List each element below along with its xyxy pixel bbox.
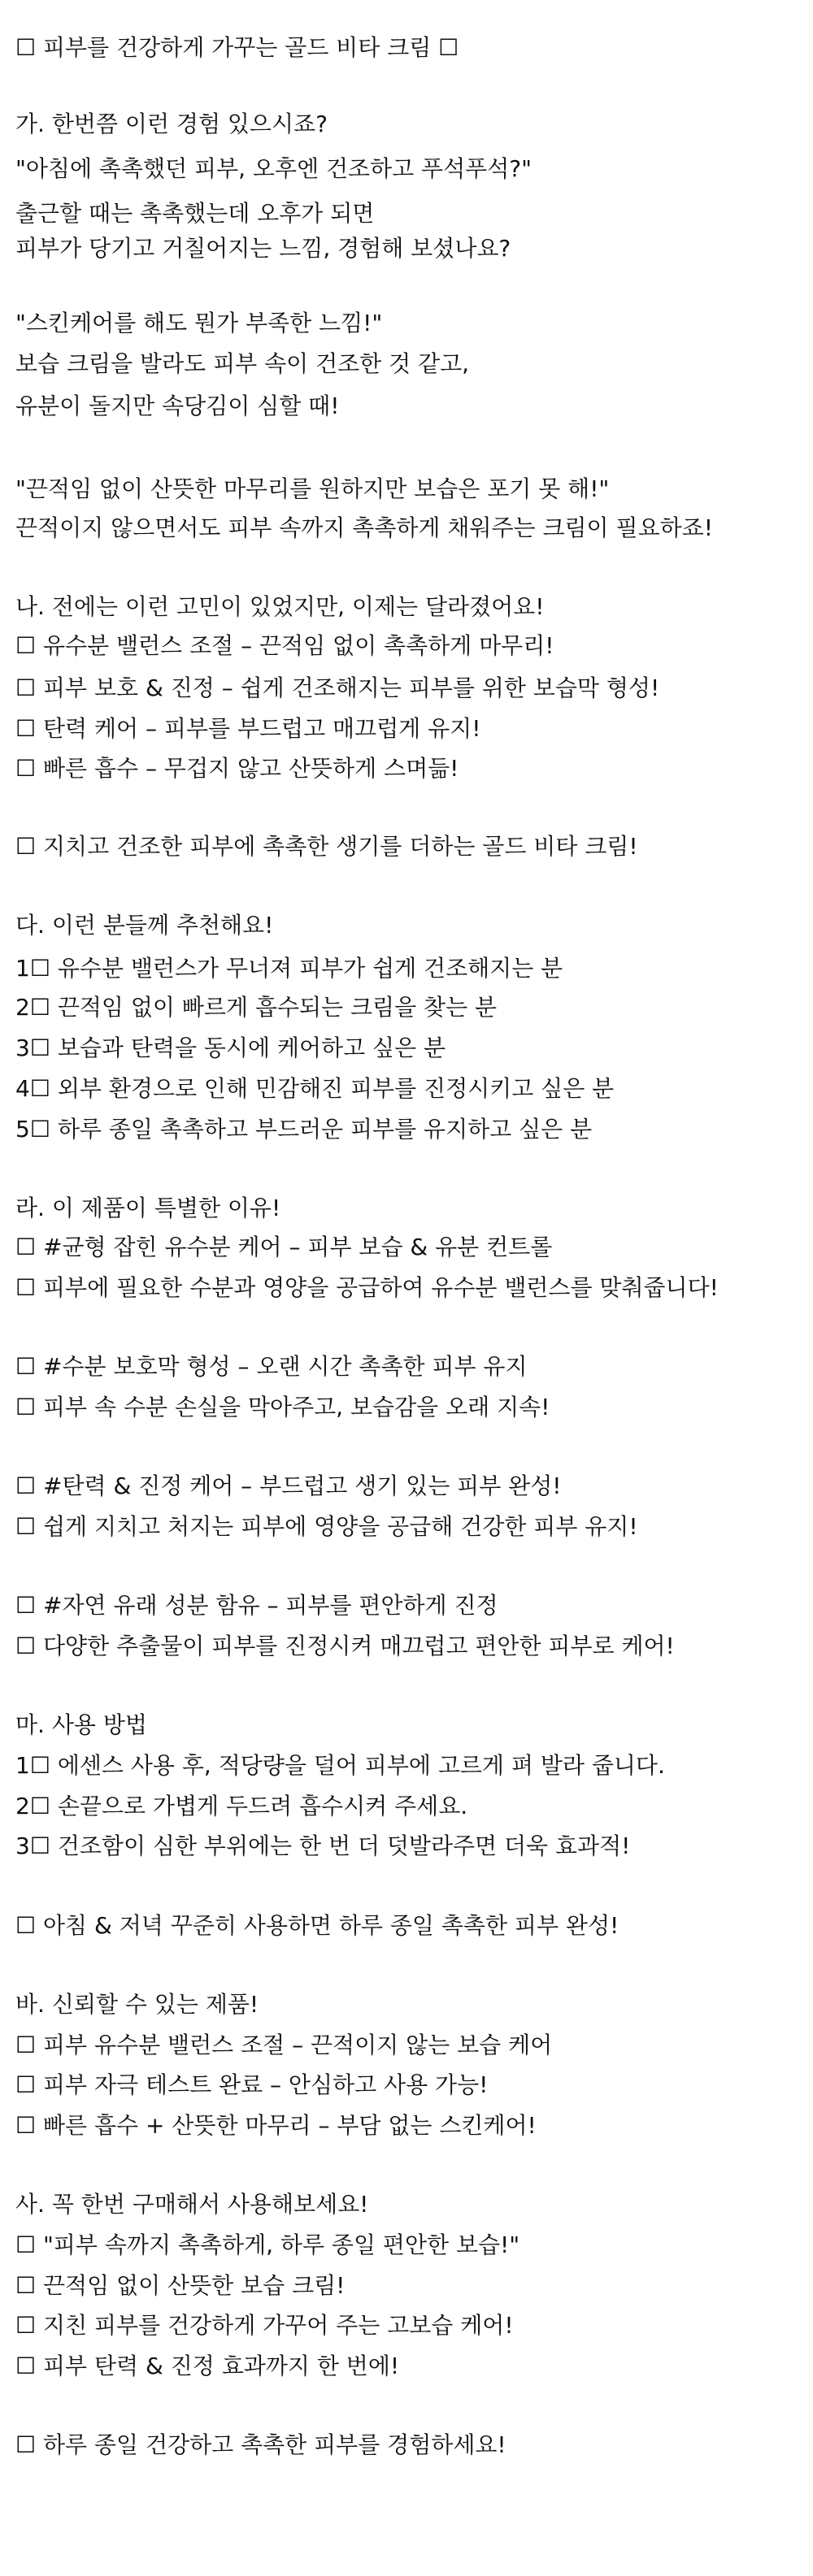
section-heading-d: 라. 이 제품이 특별한 이유! — [15, 1195, 281, 1221]
list-item: ☐ 피부 자극 테스트 완료 – 안심하고 사용 가능! — [15, 2071, 489, 2098]
list-item: 3☐ 보습과 탄력을 동시에 케어하고 싶은 분 — [15, 1034, 446, 1061]
list-item: ☐ 피부 속 수분 손실을 막아주고, 보습감을 오래 지속! — [15, 1394, 550, 1420]
section-heading-b: 나. 전에는 이런 고민이 있었지만, 이제는 달라졌어요! — [15, 593, 545, 620]
text-line: "끈적임 없이 산뜻한 마무리를 원하지만 보습은 포기 못 해!" — [15, 475, 610, 502]
list-item: ☐ 유수분 밸런스 조절 – 끈적임 없이 촉촉하게 마무리! — [15, 632, 554, 659]
list-item: 1☐ 유수분 밸런스가 무너져 피부가 쉽게 건조해지는 분 — [15, 955, 563, 982]
text-line: ☐ 아침 & 저녁 꾸준히 사용하면 하루 종일 촉촉한 피부 완성! — [15, 1912, 620, 1939]
section-heading-a: 가. 한번쯤 이런 경험 있으시죠? — [15, 111, 328, 137]
list-item: ☐ 탄력 케어 – 피부를 부드럽고 매끄럽게 유지! — [15, 715, 481, 742]
text-line: "아침에 촉촉했던 피부, 오후엔 건조하고 푸석푸석?" — [15, 155, 532, 182]
list-item: 4☐ 외부 환경으로 인해 민감해진 피부를 진정시키고 싶은 분 — [15, 1075, 615, 1102]
list-item: ☐ 빠른 흡수 + 산뜻한 마무리 – 부담 없는 스킨케어! — [15, 2112, 537, 2139]
list-item: 2☐ 끈적임 없이 빠르게 흡수되는 크림을 찾는 분 — [15, 994, 498, 1021]
document-title: ☐ 피부를 건강하게 가꾸는 골드 비타 크림 ☐ — [15, 34, 459, 61]
list-item: 2☐ 손끝으로 가볍게 두드려 흡수시켜 주세요. — [15, 1793, 468, 1819]
list-item: ☐ 피부 보호 & 진정 – 쉽게 건조해지는 피부를 위한 보습막 형성! — [15, 674, 660, 701]
closing-line: ☐ 하루 종일 건강하고 촉촉한 피부를 경험하세요! — [15, 2431, 506, 2458]
list-item: ☐ 지친 피부를 건강하게 가꾸어 주는 고보습 케어! — [15, 2312, 514, 2339]
list-item: ☐ 빠른 흡수 – 무겁지 않고 산뜻하게 스며듦! — [15, 755, 459, 782]
list-item: 3☐ 건조함이 심한 부위에는 한 번 더 덧발라주면 더욱 효과적! — [15, 1832, 631, 1859]
list-item: 5☐ 하루 종일 촉촉하고 부드러운 피부를 유지하고 싶은 분 — [15, 1116, 593, 1143]
list-item: 1☐ 에센스 사용 후, 적당량을 덜어 피부에 고르게 펴 발라 줍니다. — [15, 1752, 665, 1779]
section-heading-f: 바. 신뢰할 수 있는 제품! — [15, 1991, 259, 2018]
list-item: ☐ #수분 보호막 형성 – 오랜 시간 촉촉한 피부 유지 — [15, 1353, 528, 1380]
text-line: "스킨케어를 해도 뭔가 부족한 느낌!" — [15, 310, 383, 336]
list-item: ☐ #자연 유래 성분 함유 – 피부를 편안하게 진정 — [15, 1592, 498, 1619]
text-line: 유분이 돌지만 속당김이 심할 때! — [15, 392, 340, 419]
section-heading-g: 사. 꼭 한번 구매해서 사용해보세요! — [15, 2191, 369, 2218]
list-item: ☐ 피부 탄력 & 진정 효과까지 한 번에! — [15, 2353, 400, 2379]
text-line: 끈적이지 않으면서도 피부 속까지 촉촉하게 채워주는 크림이 필요하죠! — [15, 514, 713, 541]
section-heading-e: 마. 사용 방법 — [15, 1711, 147, 1738]
list-item: ☐ "피부 속까지 촉촉하게, 하루 종일 편안한 보습!" — [15, 2231, 520, 2258]
text-line: 보습 크림을 발라도 피부 속이 건조한 것 같고, — [15, 350, 470, 377]
list-item: ☐ #탄력 & 진정 케어 – 부드럽고 생기 있는 피부 완성! — [15, 1472, 562, 1499]
list-item: ☐ 피부에 필요한 수분과 영양을 공급하여 유수분 밸런스를 맞춰줍니다! — [15, 1274, 719, 1301]
list-item: ☐ 끈적임 없이 산뜻한 보습 크림! — [15, 2272, 346, 2299]
section-heading-c: 다. 이런 분들께 추천해요! — [15, 912, 274, 939]
text-line: 출근할 때는 촉촉했는데 오후가 되면 — [15, 200, 375, 227]
list-item: ☐ 피부 유수분 밸런스 조절 – 끈적이지 않는 보습 케어 — [15, 2032, 553, 2058]
list-item: ☐ 쉽게 지치고 처지는 피부에 영양을 공급해 건강한 피부 유지! — [15, 1513, 638, 1540]
text-line: ☐ 지치고 건조한 피부에 촉촉한 생기를 더하는 골드 비타 크림! — [15, 833, 638, 860]
text-line: 피부가 당기고 거칠어지는 느낌, 경험해 보셨나요? — [15, 235, 511, 262]
list-item: ☐ 다양한 추출물이 피부를 진정시켜 매끄럽고 편안한 피부로 케어! — [15, 1633, 675, 1659]
list-item: ☐ #균형 잡힌 유수분 케어 – 피부 보습 & 유분 컨트롤 — [15, 1234, 553, 1260]
